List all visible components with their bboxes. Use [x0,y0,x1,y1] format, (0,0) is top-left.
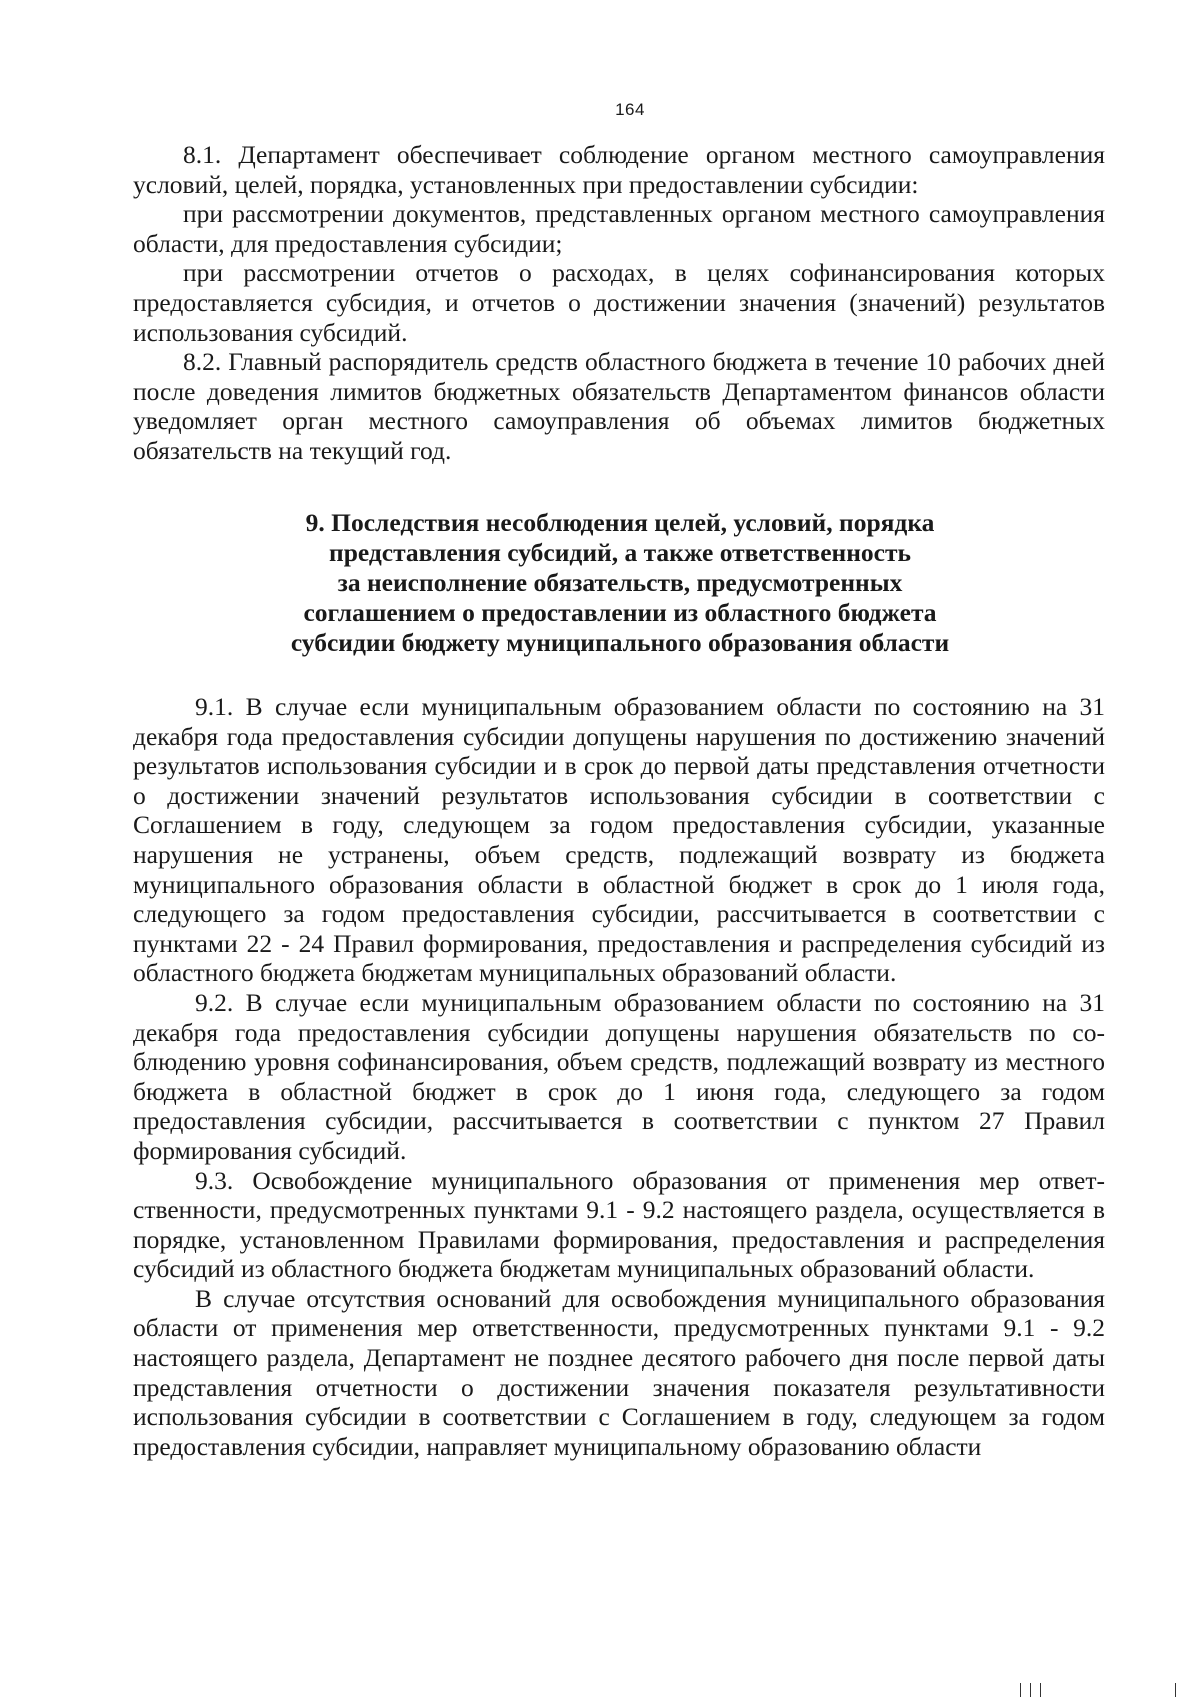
paragraph-8-2: 8.2. Главный распорядитель средств областного бюджета в течение 10 рабочих дней после доведения лимитов бюджетных обязательств Департаментом финансов области уведомляет орган местного самоуправления об объемах лимитов бюджетных обязательств на текущий год. [133,347,1105,465]
paragraph-9-3-continuation: В случае отсутствия оснований для освобождения муниципального образования области от применения мер ответственности, предусмотренных пунктами 9.1 - 9.2 настоящего раздела, Департамент не позднее десятого рабочего дня после первой даты представления отчетности о достижении значения показателя результативности использования субсидии в соответствии с Соглашением в году, следующем за годом предоставления субсидии, направляет муниципальному образованию области [133,1283,1105,1461]
heading-line: представления субсидий, а также ответственность [329,538,911,567]
paragraph-8-1-item-reports: при рассмотрении отчетов о расходах, в целях софинансирования которых предоставляется субсидия, и отчетов о достижении значения (значений) результатов использования субсидий. [133,258,1105,347]
paragraph-9-1: 9.1. В случае если муниципальным образованием области по состоянию на 31 декабря года предоставления субсидии допущены нарушения по достижению значений результатов использования субсидии и в срок до первой даты представления отчетности о достижении значений результатов использования субсидии в соответствии с Соглашением в году, следующем за годом предоставления субсидии, указанные нарушения не устранены, объем средств, подлежащий возврату из бюджета муниципального образования области в областной бюджет в срок до 1 июля года, следующего за годом предоставления субсидии, рассчитывается в соответствии с пунктами 22 - 24 Правил формирования, предоставления и распределения субсидий из областного бюджета бюджетам муниципальных образований области. [133,692,1105,988]
heading-line: субсидии бюджету муниципального образования области [290,628,950,657]
heading-line: соглашением о предоставлении из областного бюджета [303,598,937,627]
scan-artifact-mark [1030,1683,1031,1697]
scan-artifact-mark [1020,1683,1021,1697]
heading-line: 9. Последствия несоблюдения целей, условий, порядка [305,508,935,537]
scan-artifact-mark [1175,1683,1176,1697]
scan-artifact-mark [1040,1683,1041,1697]
paragraph-9-2: 9.2. В случае если муниципальным образованием области по состоянию на 31 декабря года предоставления субсидии допущены нарушения обязательств по соблюдению уровня софинансирования, объем средств, подлежащий возврату из местного бюджета в областной бюджет в срок до 1 июня года, следующего за годом предоставления субсидии, рассчитывается в соответствии с пунктом 27 Правил формирования субсидий. [133,987,1105,1165]
heading-line: за неисполнение обязательств, предусмотренных [337,568,903,597]
section-9-text [133,692,1105,1461]
section-9-heading [180,508,1060,658]
page-number: 164 [615,100,645,119]
paragraph-8-1-item-documents: при рассмотрении документов, представленных органом местного самоуправления области, для предоставления субсидии; [133,199,1105,258]
paragraph-9-3: 9.3. Освобождение муниципального образования от применения мер ответственности, предусмотренных пунктами 9.1 - 9.2 настоящего раздела, осуществляется в порядке, установленном Правилами формирования, предоставления и распределения субсидий из областного бюджета бюджетам муниципальных образований области. [133,1165,1105,1284]
section-8-text [133,140,1105,466]
paragraph-8-1: 8.1. Департамент обеспечивает соблюдение органом местного самоуправления условий, целей, порядка, установленных при предоставлении субсидии: [133,140,1105,199]
